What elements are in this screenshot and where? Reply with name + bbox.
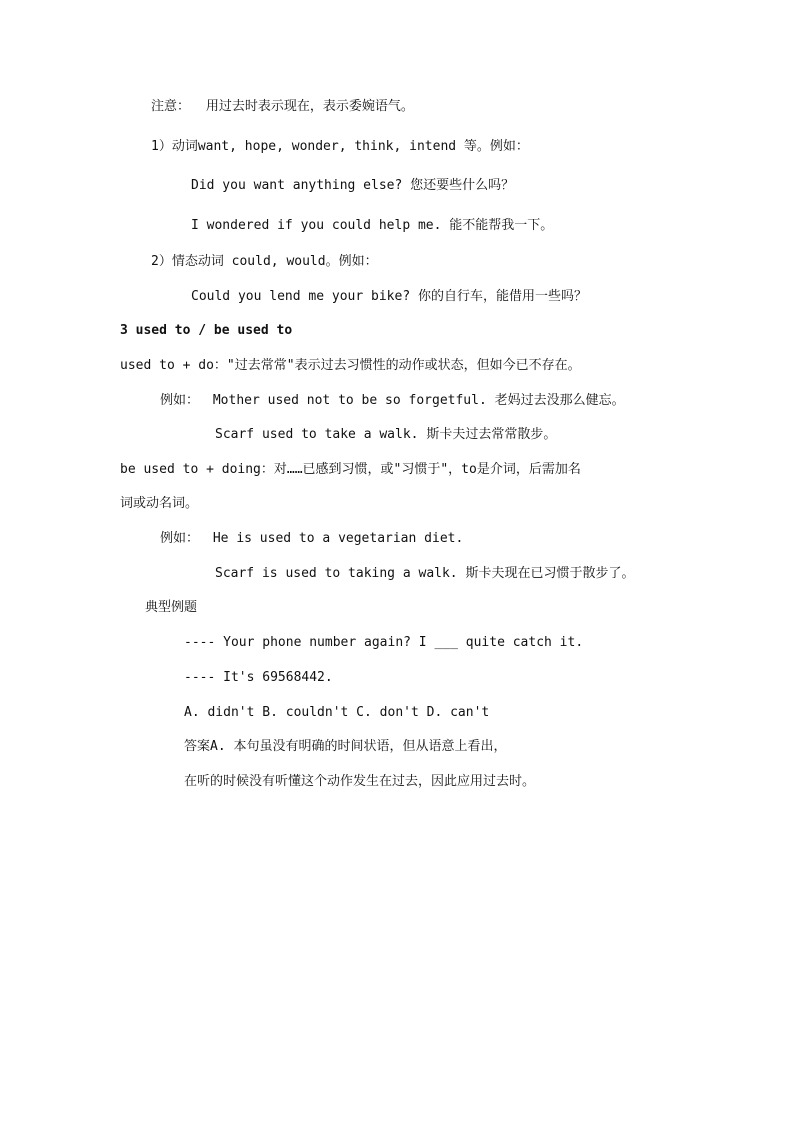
used-to-definition: used to + do："过去常常"表示过去习惯性的动作或状态，但如今已不存在。 <box>120 358 581 373</box>
used-to-example-1: Mother used not to be so forgetful. 老妈过去没那么健忘。 <box>212 393 625 408</box>
be-used-to-example-1: He is used to a vegetarian diet. <box>212 531 464 546</box>
used-to-example-2: Scarf used to take a walk. 斯卡夫过去常常散步。 <box>215 427 557 442</box>
item-1-example-1: Did you want anything else? 您还要些什么吗？ <box>191 178 515 193</box>
be-used-to-example-2: Scarf is used to taking a walk. 斯卡夫现在已习惯于散步了。 <box>215 566 635 581</box>
be-used-to-definition-line-2: 词或动名词。 <box>120 496 199 511</box>
example-label: 例如： <box>160 393 200 408</box>
section-3-title: 3 used to / be used to <box>120 323 293 338</box>
dialog-line-2: ---- It's 69568442. <box>184 670 333 685</box>
example-label: 例如： <box>160 531 200 546</box>
item-1-heading: 1）动词want, hope, wonder, think, intend 等。例如： <box>151 139 529 154</box>
typical-example-title: 典型例题 <box>145 600 198 615</box>
be-used-to-definition-line-1: be used to + doing：对……已感到习惯，或"习惯于"，to是介词，后需加名 <box>120 462 581 477</box>
item-2-heading: 2）情态动词 could, would。例如： <box>151 254 378 269</box>
answer-explanation-line-1: 答案A. 本句虽没有明确的时间状语，但从语意上看出， <box>184 739 507 754</box>
item-1-example-2: I wondered if you could help me. 能不能帮我一下。 <box>191 218 554 233</box>
item-2-example-1: Could you lend me your bike? 你的自行车，能借用一些吗？ <box>191 289 587 304</box>
answer-options: A. didn't B. couldn't C. don't D. can't <box>184 705 490 720</box>
answer-explanation-line-2: 在听的时候没有听懂这个动作发生在过去，因此应用过去时。 <box>184 774 536 789</box>
be-used-to-example-line-1 <box>160 530 463 548</box>
dialog-line-1: ---- Your phone number again? I ___ quite catch it. <box>184 635 584 650</box>
note-text: 用过去时表示现在，表示委婉语气。 <box>205 99 414 114</box>
used-to-example-line-1 <box>160 392 625 410</box>
note-line <box>151 98 414 116</box>
note-label: 注意： <box>151 99 191 114</box>
